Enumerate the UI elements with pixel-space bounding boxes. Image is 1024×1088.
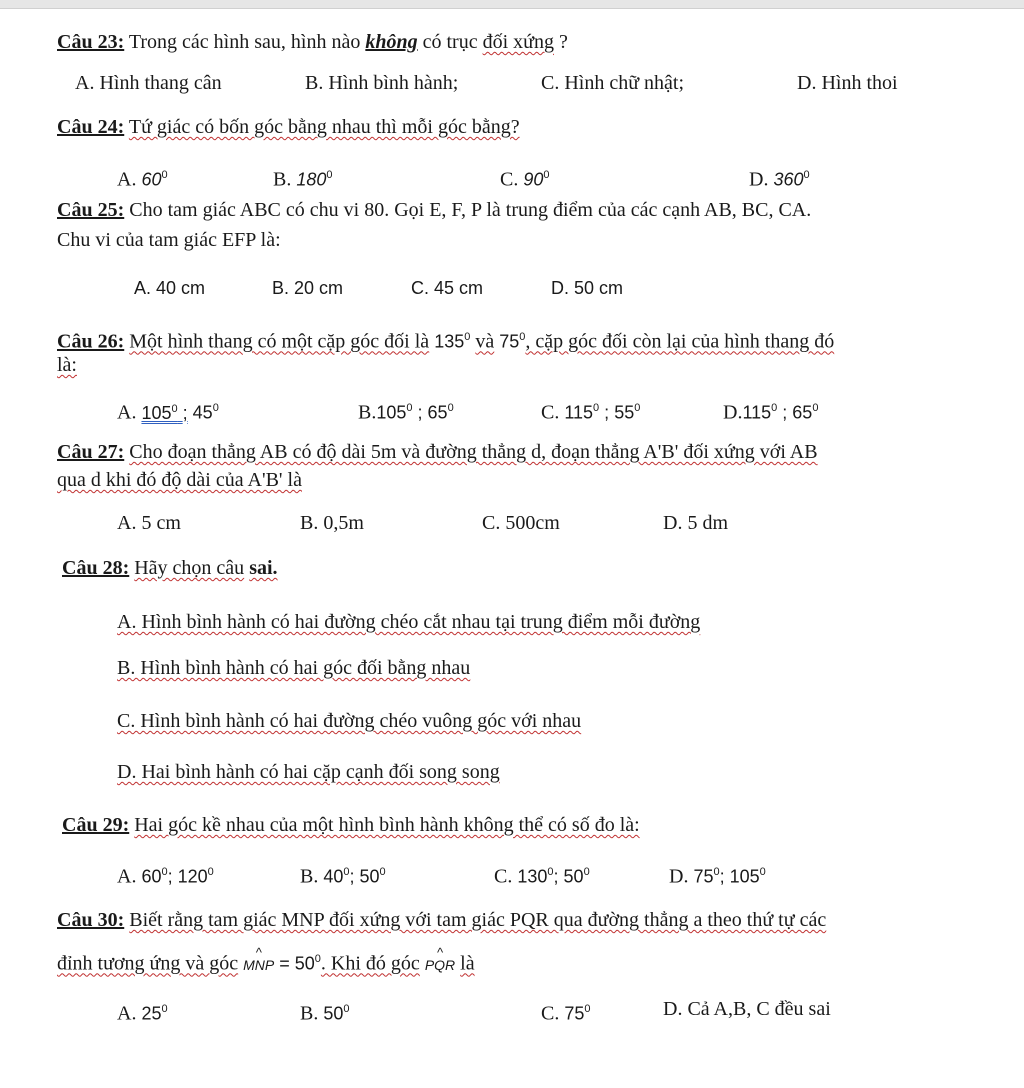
q24-option-a: A. $60^0$	[117, 168, 168, 191]
q26-option-a: A. $105^0$ ; $45^0$	[117, 401, 219, 424]
q23-question	[57, 30, 568, 54]
q26-option-d: D.115$^0$ ; $65^0$	[723, 401, 819, 424]
q23-option-c: C. Hình chữ nhật;	[541, 72, 685, 94]
q27-label: Câu 27:	[57, 441, 125, 463]
q24-label: Câu 24:	[57, 116, 125, 138]
q30-question-line2: đỉnh tương ứng và góc ^ MNP = $50^0$. Khi đó góc ^ PQR là	[57, 947, 475, 977]
q30-option-b: B. $50^0$	[300, 1002, 350, 1025]
q29-option-d: D. $75^0$; $105^0$	[669, 865, 766, 888]
q28-option-b: B. Hình bình hành có hai góc đối bằng nhau	[117, 657, 471, 679]
q23-option-d: D. Hình thoi	[797, 72, 898, 94]
q25-option-b: B. 20 cm	[272, 278, 344, 298]
q27-text-line2: qua d khi đó độ dài của A'B' là	[57, 469, 302, 491]
q29-question	[62, 813, 640, 837]
q29-option-b: B. $40^0$; $50^0$	[300, 865, 386, 888]
q25-label: Câu 25:	[57, 199, 125, 221]
q29-text: Hai góc kề nhau của một hình bình hành không thể có số đo là:	[134, 814, 640, 836]
q27-option-b: B. 0,5m	[300, 512, 364, 534]
q30-angle-mnp: ^ MNP	[243, 953, 274, 977]
q23-text-bold: không	[365, 31, 418, 53]
q26-question-line1: Câu 26: Một hình thang có một cặp góc đối là $135^0$ và $75^0$, cặp góc đối còn lại của hình thang đó	[57, 330, 835, 353]
q30-text-line1: Biết rằng tam giác MNP đối xứng với tam giác PQR qua đường thẳng a theo thứ tự các	[129, 909, 827, 931]
q25-option-d: D. 50 cm	[551, 278, 624, 298]
q26-option-c: C. $115^0$ ; $55^0$	[541, 401, 641, 424]
q23-option-a: A. Hình thang cân	[75, 72, 222, 94]
q25-option-a: A. 40 cm	[134, 278, 206, 298]
q23-text-d: ?	[558, 31, 568, 53]
q28-label: Câu 28:	[62, 557, 130, 579]
q29-option-a: A. $60^0$; $120^0$	[117, 865, 214, 888]
q25-question-line1	[57, 198, 811, 222]
q23-text-b: có trục	[422, 31, 478, 53]
q26-option-b: B.105$^0$ ; $65^0$	[358, 401, 454, 424]
q26-text-a: Một hình thang có một cặp góc đối là	[129, 330, 430, 353]
q23-text-a: Trong các hình sau, hình nào	[128, 31, 361, 53]
q24-option-b: B. $180^0$	[273, 168, 333, 191]
q24-text: Tứ giác có bốn góc bằng nhau thì mỗi góc bằng?	[128, 116, 520, 138]
q24-question	[57, 115, 520, 139]
q26-text-line2: là:	[57, 354, 77, 376]
q28-option-d: D. Hai bình hành có hai cặp cạnh đối song song	[117, 761, 500, 783]
q27-option-c: C. 500cm	[482, 512, 560, 534]
q23-label: Câu 23:	[57, 31, 125, 53]
q23-option-b: B. Hình bình hành;	[305, 72, 459, 94]
q24-option-d: D. $360^0$	[749, 168, 810, 191]
q26-label: Câu 26:	[57, 330, 125, 353]
q25-option-c: C. 45 cm	[411, 278, 484, 298]
q29-label: Câu 29:	[62, 814, 130, 836]
q25-text-line1: Cho tam giác ABC có chu vi 80. Gọi E, F, P là trung điểm của các cạnh AB, BC, CA.	[129, 199, 812, 221]
q30-label: Câu 30:	[57, 909, 125, 931]
q28-text-bold: sai.	[249, 557, 278, 579]
q27-question-line1	[57, 440, 818, 464]
q25-text-line2: Chu vi của tam giác EFP là:	[57, 229, 281, 251]
q28-option-c: C. Hình bình hành có hai đường chéo vuông góc với nhau	[117, 710, 582, 732]
q27-option-a: A. 5 cm	[117, 512, 181, 534]
top-toolbar-strip	[0, 0, 1024, 9]
q30-option-a: A. $25^0$	[117, 1002, 168, 1025]
q27-option-d: D. 5 dm	[663, 512, 728, 534]
q28-option-a: A. Hình bình hành có hai đường chéo cắt nhau tại trung điểm mỗi đường	[117, 611, 701, 633]
q24-option-c: C. $90^0$	[500, 168, 550, 191]
q28-question	[62, 556, 278, 580]
q23-text-c: đối xứng	[482, 31, 554, 53]
q30-option-d: D. Cả A,B, C đều sai	[663, 998, 831, 1020]
q30-option-c: C. $75^0$	[541, 1002, 591, 1025]
q30-angle-pqr: ^ PQR	[425, 953, 455, 977]
q29-option-c: C. $130^0$; $50^0$	[494, 865, 590, 888]
q27-text-line1: Cho đoạn thẳng AB có độ dài 5m và đường thẳng d, đoạn thẳng A'B' đối xứng với AB	[129, 441, 818, 463]
q28-text-a: Hãy chọn câu	[134, 557, 245, 579]
q30-question-line1	[57, 908, 826, 932]
